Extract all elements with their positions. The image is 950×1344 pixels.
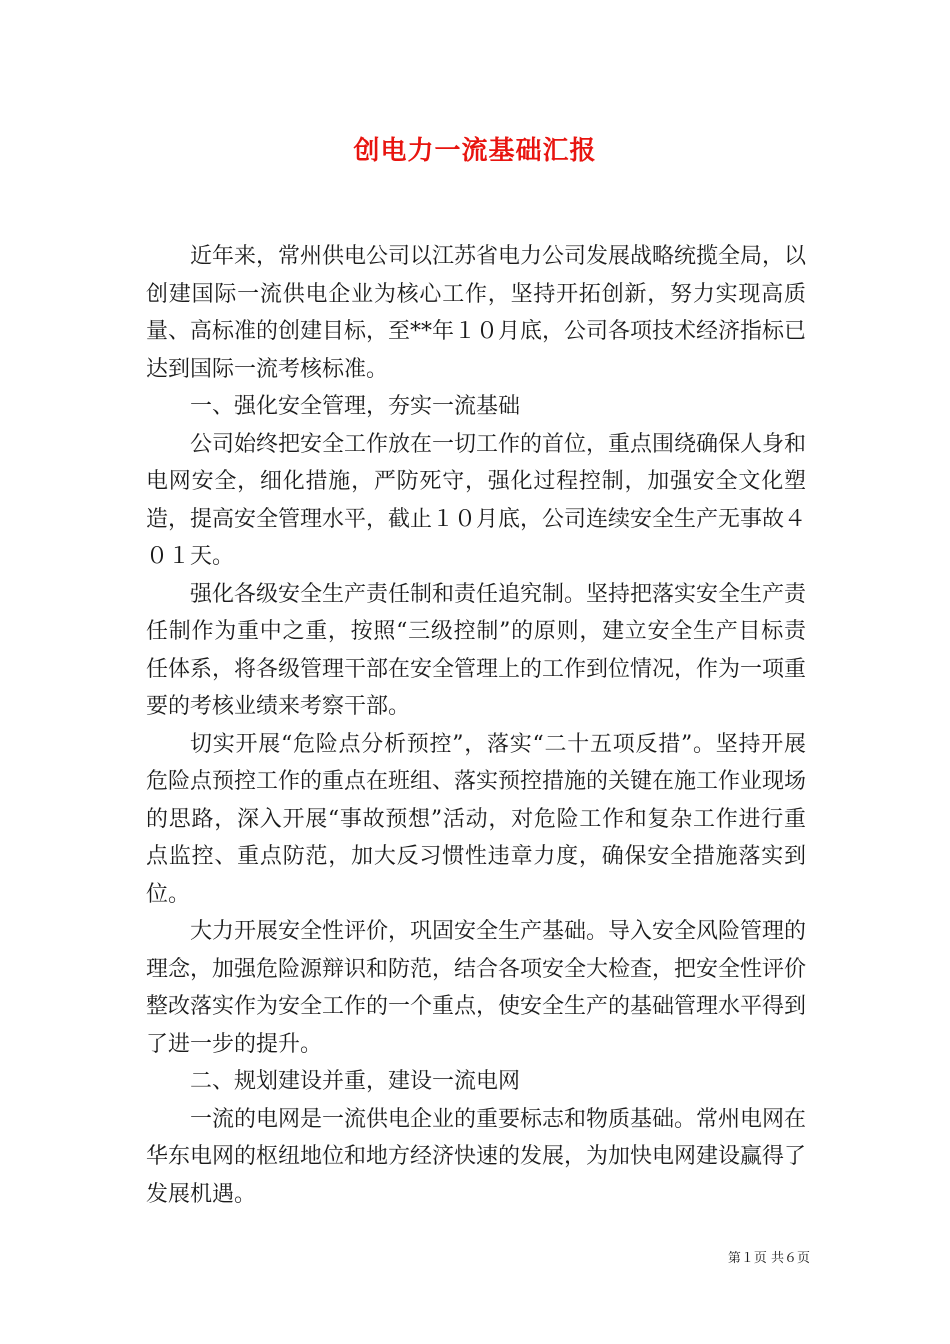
paragraph-responsibility: 强化各级安全生产责任制和责任追究制。坚持把落实安全生产责任制作为重中之重，按照“三级控制”的原则，建立安全生产目标责任体系，将各级管理干部在安全管理上的工作到位情况，作为一项重要的考核业绩来考察干部。 xyxy=(146,581,807,719)
document-body xyxy=(146,238,806,1213)
paragraph-grid-construction: 一流的电网是一流供电企业的重要标志和物质基础。常州电网在华东电网的枢纽地位和地方经济快速的发展，为加快电网建设赢得了发展机遇。 xyxy=(146,1106,807,1207)
section-heading-2: 二、规划建设并重，建设一流电网 xyxy=(190,1069,521,1094)
paragraph-risk-control: 切实开展“危险点分析预控”，落实“二十五项反措”。坚持开展危险点预控工作的重点在班组、落实预控措施的关键在施工作业现场的思路，深入开展“事故预想”活动，对危险工作和复杂工作进行重点监控、重点防范，加大反习惯性违章力度，确保安全措施落实到位。 xyxy=(146,731,807,907)
paragraph-safety-evaluation: 大力开展安全性评价，巩固安全生产基础。导入安全风险管理的理念，加强危险源辩识和防范，结合各项安全大检查，把安全性评价整改落实作为安全工作的一个重点，使安全生产的基础管理水平得到了进一步的提升。 xyxy=(146,919,807,1057)
page-indicator: 第１页 共６页 xyxy=(727,1251,810,1266)
paragraph-safety-priority: 公司始终把安全工作放在一切工作的首位，重点围绕确保人身和电网安全，细化措施，严防死守，强化过程控制，加强安全文化塑造，提高安全管理水平，截止１０月底，公司连续安全生产无事故４０１天。 xyxy=(146,431,807,569)
paragraph-intro: 近年来，常州供电公司以江苏省电力公司发展战略统揽全局，以创建国际一流供电企业为核心工作，坚持开拓创新，努力实现高质量、高标准的创建目标，至**年１０月底，公司各项技术经济指标已达到国际一流考核标准。 xyxy=(146,244,807,382)
section-heading-1: 一、强化安全管理，夯实一流基础 xyxy=(190,394,521,419)
document-title: 创电力一流基础汇报 xyxy=(353,136,597,166)
